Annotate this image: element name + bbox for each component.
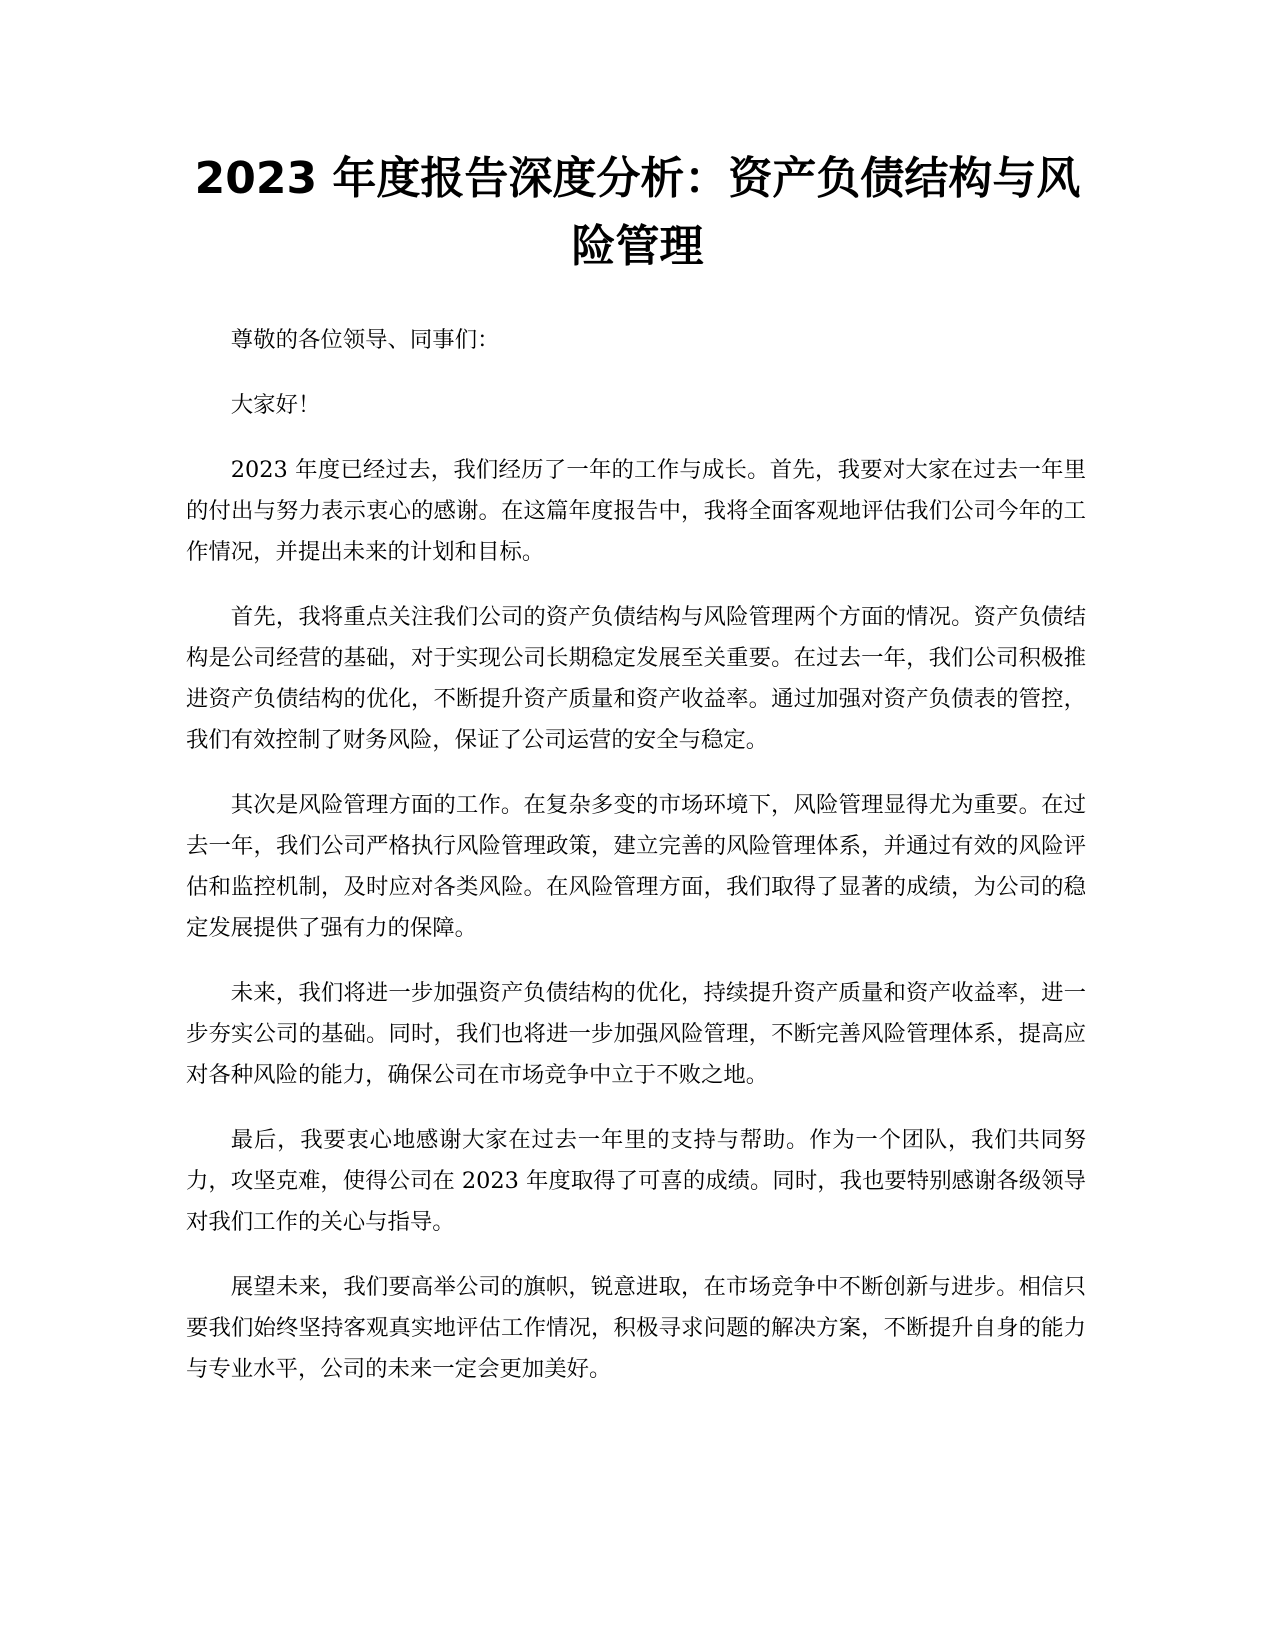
greeting-paragraph: 大家好！: [230, 392, 321, 418]
body-paragraph: 2023 年度已经过去，我们经历了一年的工作与成长。首先，我要对大家在过去一年里的付出与努力表示衷心的感谢。在这篇年度报告中，我将全面客观地评估我们公司今年的工作情况，并提出未来的计划和目标。: [186, 457, 1086, 565]
body-paragraph: 未来，我们将进一步加强资产负债结构的优化，持续提升资产质量和资产收益率，进一步夯实公司的基础。同时，我们也将进一步加强风险管理，不断完善风险管理体系，提高应对各种风险的能力，确保公司在市场竞争中立于不败之地。: [186, 980, 1086, 1088]
body-paragraph: 其次是风险管理方面的工作。在复杂多变的市场环境下，风险管理显得尤为重要。在过去一年，我们公司严格执行风险管理政策，建立完善的风险管理体系，并通过有效的风险评估和监控机制，及时应对各类风险。在风险管理方面，我们取得了显著的成绩，为公司的稳定发展提供了强有力的保障。: [186, 792, 1086, 941]
document-body: [186, 320, 1086, 1414]
body-paragraph: 首先，我将重点关注我们公司的资产负债结构与风险管理两个方面的情况。资产负债结构是公司经营的基础，对于实现公司长期稳定发展至关重要。在过去一年，我们公司积极推进资产负债结构的优化，不断提升资产质量和资产收益率。通过加强对资产负债表的管控，我们有效控制了财务风险，保证了公司运营的安全与稳定。: [186, 604, 1086, 753]
salutation-paragraph: 尊敬的各位领导、同事们：: [230, 327, 500, 353]
body-paragraph: 展望未来，我们要高举公司的旗帜，锐意进取，在市场竞争中不断创新与进步。相信只要我们始终坚持客观真实地评估工作情况，积极寻求问题的解决方案，不断提升自身的能力与专业水平，公司的未来一定会更加美好。: [186, 1274, 1086, 1382]
body-paragraph: 最后，我要衷心地感谢大家在过去一年里的支持与帮助。作为一个团队，我们共同努力，攻坚克难，使得公司在 2023 年度取得了可喜的成绩。同时，我也要特别感谢各级领导对我们工作的关心与指导。: [186, 1127, 1086, 1235]
document-title: 2023 年度报告深度分析：资产负债结构与风险管理: [194, 153, 1081, 272]
